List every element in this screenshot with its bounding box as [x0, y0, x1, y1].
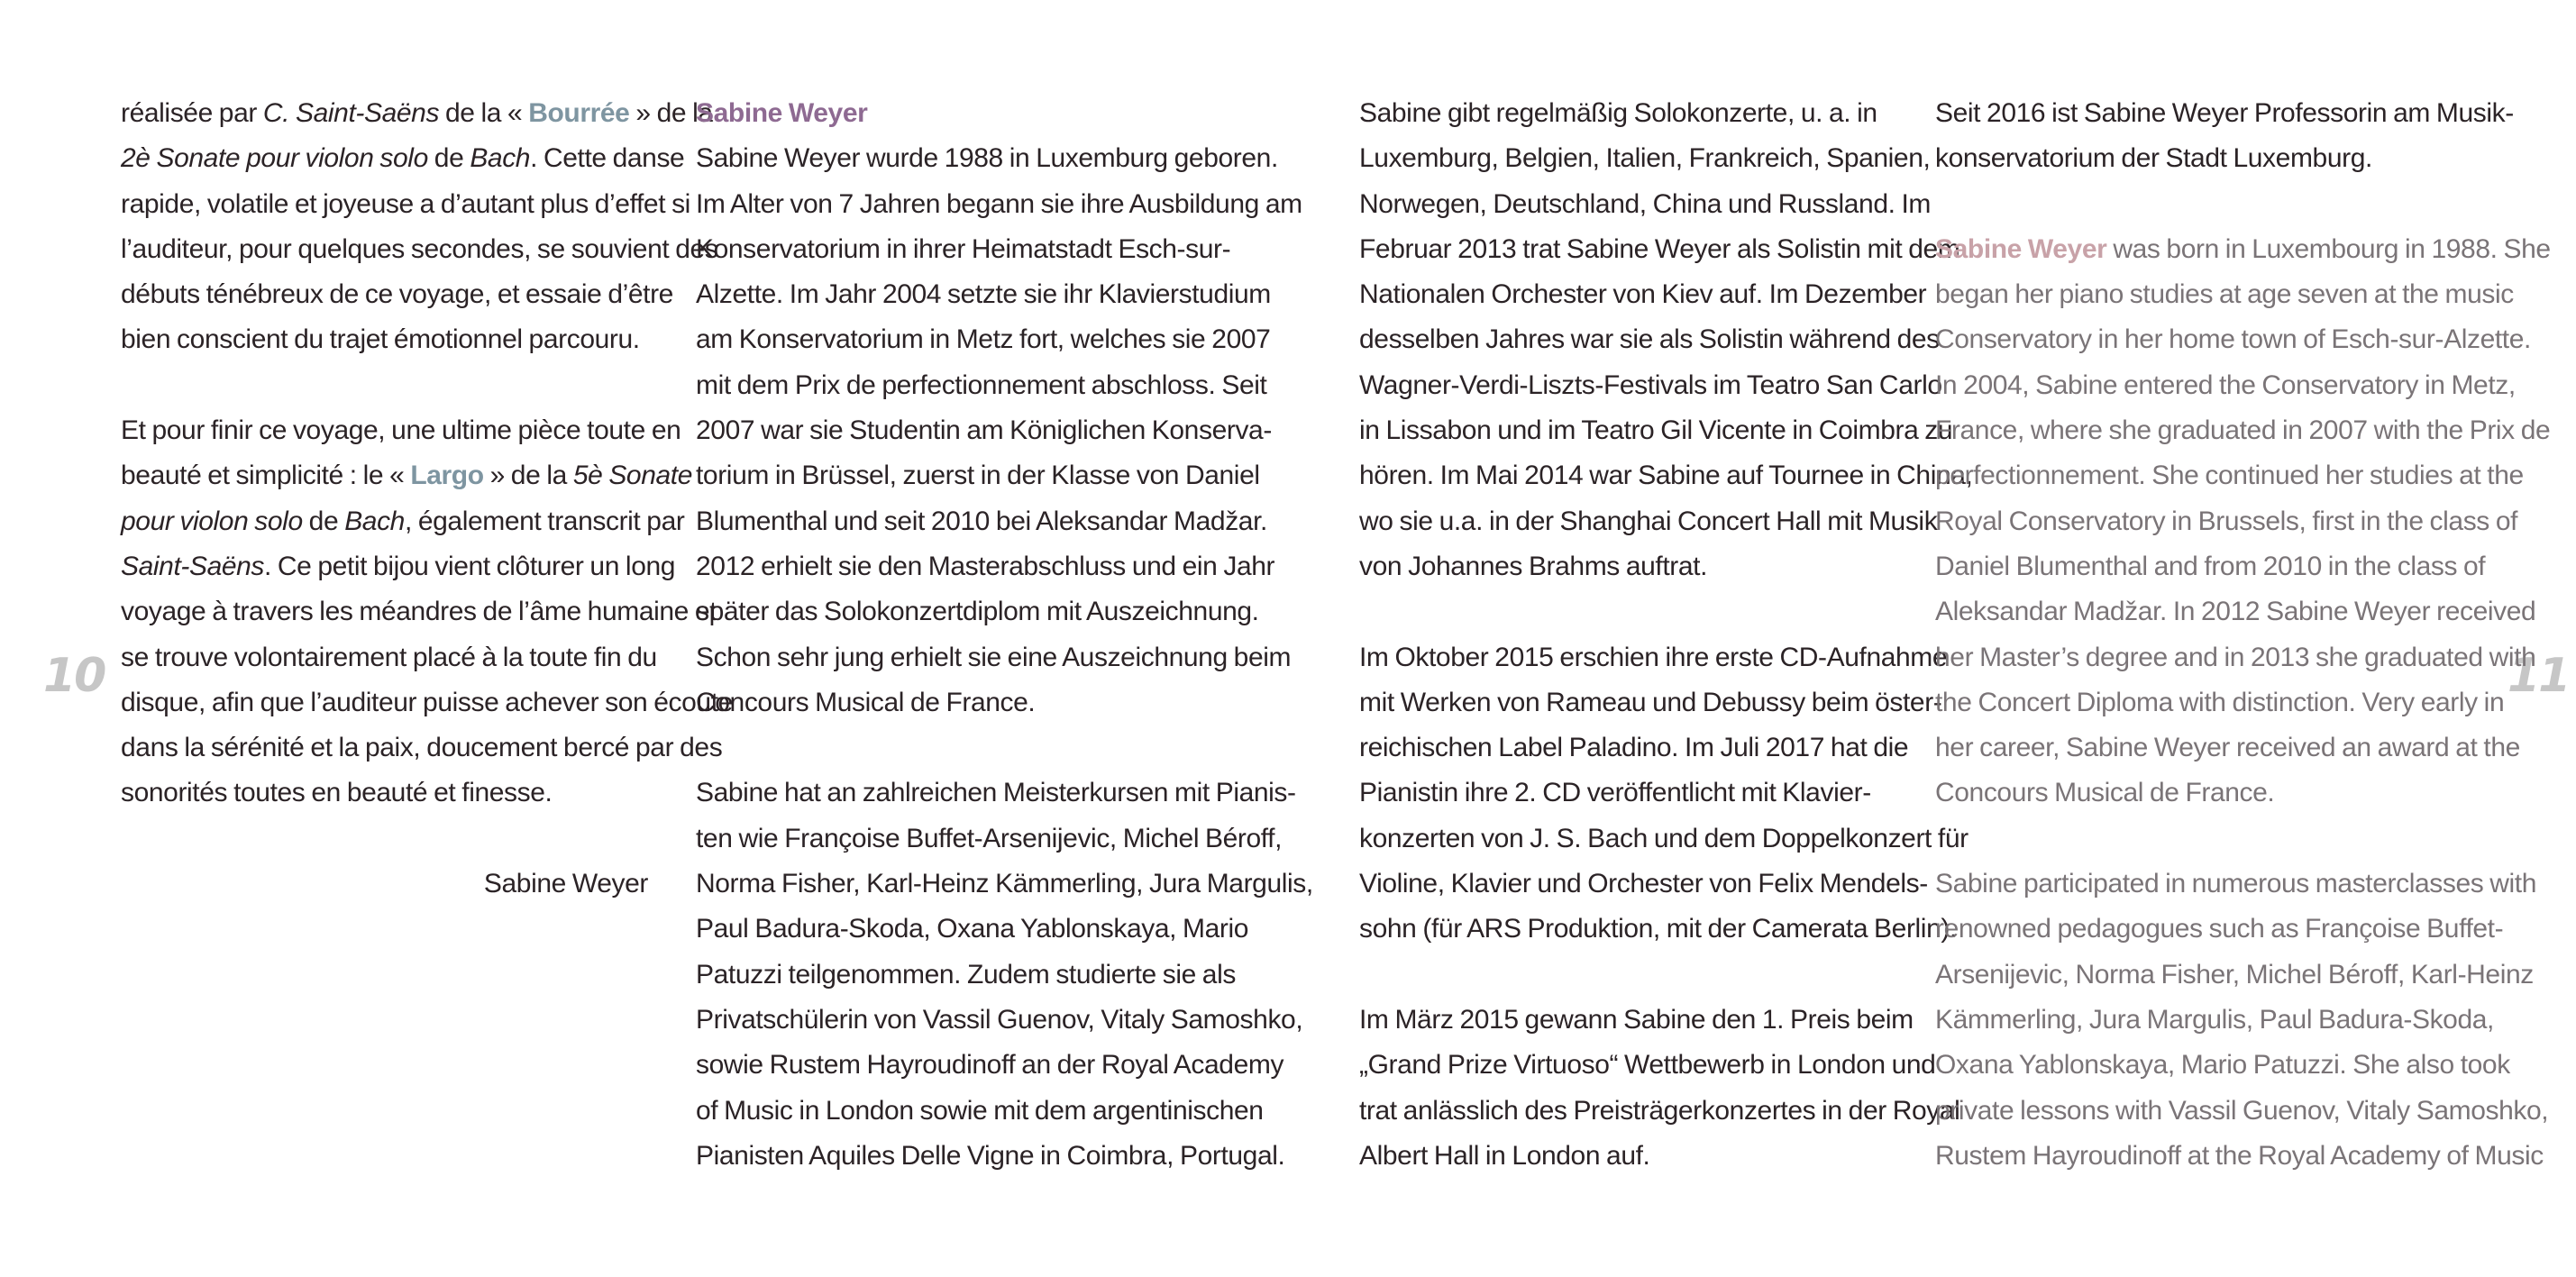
piece-title-bourree: Bourrée — [528, 98, 630, 128]
paragraph-largo — [121, 408, 733, 816]
text-line: Seit 2016 ist Sabine Weyer Professorin am Musik- — [1935, 98, 2514, 128]
text-span: réalisée par — [121, 98, 263, 128]
text-line: 2007 war sie Studentin am Königlichen Konserva- — [696, 415, 1272, 446]
text-line: Sabine gibt regelmäßig Solokonzerte, u. a. in — [1359, 98, 1877, 128]
text-line: mit Werken von Rameau und Debussy beim öster- — [1359, 687, 1942, 717]
text-line: 2012 erhielt sie den Masterabschluss und ein Jahr — [696, 551, 1275, 581]
text-line: her Master’s degree and in 2013 she graduated with — [1935, 642, 2536, 672]
text-line — [1935, 227, 2551, 272]
column-french-text — [121, 91, 733, 907]
text-line: trat anlässlich des Preisträgerkonzertes in der Royal — [1359, 1095, 1960, 1126]
text-span: beauté et simplicité : le « — [121, 461, 411, 491]
text-span: de — [302, 506, 345, 536]
bio-name-english: Sabine Weyer — [1935, 233, 2107, 264]
work-title: 5è Sonate — [572, 461, 692, 491]
text-line: se trouve volontairement placé à la toute fin du — [121, 642, 657, 672]
text-line: rapide, volatile et joyeuse a d’autant plus d’effet si — [121, 188, 690, 219]
paragraph-gap — [1359, 589, 1900, 634]
text-line: Privatschülerin von Vassil Guenov, Vitaly Samoshko, — [696, 1004, 1303, 1035]
text-line: l’auditeur, pour quelques secondes, se souvient des — [121, 233, 718, 264]
column-german-bio — [696, 91, 1313, 1179]
text-line: débuts ténébreux de ce voyage, et essaie d’être — [121, 279, 673, 310]
text-line — [121, 499, 685, 544]
text-line: Patuzzi teilgenommen. Zudem studierte sie als — [696, 959, 1236, 990]
text-line: Sabine hat an zahlreichen Meisterkursen mit Pianis- — [696, 778, 1296, 808]
text-line: Konservatorium in ihrer Heimatstadt Esch-sur- — [696, 233, 1231, 264]
text-line: Concours Musical de France. — [1935, 778, 2275, 808]
paragraph-bourree — [121, 91, 718, 363]
text-span: de — [427, 143, 470, 174]
text-line: Conservatory in her home town of Esch-sur-Alzette. — [1935, 324, 2531, 355]
author-signature: Sabine Weyer — [483, 869, 648, 899]
text-line — [121, 544, 676, 589]
text-line: später das Solokonzertdiplom mit Auszeichnung. — [696, 597, 1259, 627]
text-line: Pianisten Aquiles Delle Vigne in Coimbra, Portugal. — [696, 1140, 1285, 1171]
text-line: Pianistin ihre 2. CD veröffentlicht mit Klavier- — [1359, 778, 1871, 808]
text-line: Albert Hall in London auf. — [1359, 1140, 1650, 1171]
paragraph-gap — [1359, 953, 1900, 998]
composer-name: Bach — [470, 143, 531, 174]
text-line: of Music in London sowie mit dem argentinischen — [696, 1095, 1264, 1126]
text-line: Alzette. Im Jahr 2004 setzte sie ihr Klavierstudium — [696, 279, 1271, 310]
text-span: » de la — [483, 461, 573, 491]
text-line: Im Oktober 2015 erschien ihre erste CD-Aufnahme — [1359, 642, 1948, 672]
text-line: Violine, Klavier und Orchester von Felix Mendels- — [1359, 869, 1928, 899]
composer-name: Saint-Saëns — [121, 551, 265, 581]
text-line: Norma Fisher, Karl-Heinz Kämmerling, Jura Margulis, — [696, 869, 1313, 899]
text-line: Schon sehr jung erhielt sie eine Auszeichnung beim — [696, 642, 1292, 672]
paragraph-concerts — [1359, 91, 1973, 589]
text-span: was born in Luxembourg in 1988. She — [2106, 233, 2551, 264]
text-span: . Ce petit bijou vient clôturer un long — [264, 551, 676, 581]
paragraph-gap — [121, 816, 662, 862]
text-line: Im März 2015 gewann Sabine den 1. Preis beim — [1359, 1004, 1914, 1035]
text-line: perfectionnement. She continued her studies at the — [1935, 461, 2524, 491]
text-span: , également transcrit par — [404, 506, 685, 536]
text-line: „Grand Prize Virtuoso“ Wettbewerb in London und — [1359, 1050, 1936, 1081]
text-line: Wagner-Verdi-Liszts-Festivals im Teatro San Carlo — [1359, 369, 1942, 400]
text-line: voyage à travers les méandres de l’âme humaine et — [121, 597, 717, 627]
text-line: France, where she graduated in 2007 with the Prix de — [1935, 415, 2551, 446]
text-line: Sabine participated in numerous masterclasses with — [1935, 869, 2537, 899]
text-line: In 2004, Sabine entered the Conservatory in Metz, — [1935, 369, 2516, 400]
text-line: wo sie u.a. in der Shanghai Concert Hall mit Musik — [1359, 506, 1938, 536]
paragraph-recordings — [1359, 635, 1969, 953]
text-span: . Cette danse — [530, 143, 685, 174]
paragraph-awards — [1359, 998, 1960, 1179]
text-line: Paul Badura-Skoda, Oxana Yablonskaya, Mario — [696, 914, 1249, 944]
bio-heading: Sabine Weyer — [696, 98, 868, 128]
text-line: desselben Jahres war sie als Solistin während des — [1359, 324, 1940, 355]
text-span: de la « — [439, 98, 529, 128]
text-line: private lessons with Vassil Guenov, Vitaly Samoshko, — [1935, 1095, 2549, 1126]
text-line: am Konservatorium in Metz fort, welches sie 2007 — [696, 324, 1271, 355]
text-line: Daniel Blumenthal and from 2010 in the class of — [1935, 551, 2486, 581]
text-span: » de la — [629, 98, 713, 128]
text-line: in Lissabon und im Teatro Gil Vicente in Coimbra zu — [1359, 415, 1953, 446]
page-number-left: 10 — [43, 649, 105, 703]
text-line: disque, afin que l’auditeur puisse achever son écoute — [121, 687, 733, 717]
page-number-right: 11 — [2507, 649, 2570, 703]
text-line: Arsenijevic, Norma Fisher, Michel Béroff, Karl-Heinz — [1935, 959, 2534, 990]
paragraph-masterclasses — [696, 771, 1313, 1179]
paragraph-gap — [1935, 182, 2512, 227]
text-line: Blumenthal und seit 2010 bei Aleksandar Madžar. — [696, 506, 1267, 536]
text-line: renowned pedagogues such as Françoise Buffet- — [1935, 914, 2504, 944]
text-line: Oxana Yablonskaya, Mario Patuzzi. She also took — [1935, 1050, 2510, 1081]
paragraph-gap — [1935, 816, 2512, 862]
text-line: hören. Im Mai 2014 war Sabine auf Tournee in China, — [1359, 461, 1973, 491]
text-line: konzerten von J. S. Bach und dem Doppelkonzert für — [1359, 823, 1969, 853]
work-title: 2è Sonate pour violon solo — [121, 143, 428, 174]
text-line: reichischen Label Paladino. Im Juli 2017 hat die — [1359, 733, 1909, 763]
text-line: began her piano studies at age seven at the music — [1935, 279, 2514, 310]
text-line: torium in Brüssel, zuerst in der Klasse von Daniel — [696, 461, 1260, 491]
text-line — [121, 91, 713, 136]
text-line: Nationalen Orchester von Kiev auf. Im Dezember — [1359, 279, 1927, 310]
text-line: sonorités toutes en beauté et finesse. — [121, 778, 553, 808]
text-line: Norwegen, Deutschland, China und Russland. Im — [1359, 188, 1932, 219]
composer-name: Bach — [344, 506, 405, 536]
text-line: the Concert Diploma with distinction. Very early in — [1935, 687, 2505, 717]
text-line: ten wie Françoise Buffet-Arsenijevic, Michel Béroff, — [696, 823, 1283, 853]
paragraph-gap — [696, 725, 1237, 771]
text-line: Februar 2013 trat Sabine Weyer als Solistin mit dem — [1359, 233, 1960, 264]
column-german-concerts — [1359, 91, 1973, 1179]
work-title: pour violon solo — [121, 506, 303, 536]
text-line: Luxemburg, Belgien, Italien, Frankreich, Spanien, — [1359, 143, 1931, 174]
text-line: her career, Sabine Weyer received an award at the — [1935, 733, 2520, 763]
text-line: Royal Conservatory in Brussels, first in the class of — [1935, 506, 2518, 536]
text-line: von Johannes Brahms auftrat. — [1359, 551, 1708, 581]
text-line: Et pour finir ce voyage, une ultime pièce toute en — [121, 415, 681, 446]
text-line: Concours Musical de France. — [696, 687, 1036, 717]
text-line: dans la sérénité et la paix, doucement bercé par des — [121, 733, 723, 763]
paragraph-education — [696, 136, 1302, 725]
text-line: Aleksandar Madžar. In 2012 Sabine Weyer received — [1935, 597, 2536, 627]
composer-name: C. Saint-Saëns — [262, 98, 440, 128]
text-line: Im Alter von 7 Jahren begann sie ihre Ausbildung am — [696, 188, 1302, 219]
text-line — [121, 453, 692, 498]
text-line: bien conscient du trajet émotionnel parcouru. — [121, 324, 640, 355]
text-line: mit dem Prix de perfectionnement abschloss. Seit — [696, 369, 1267, 400]
text-line: sowie Rustem Hayroudinoff an der Royal Academy — [696, 1050, 1284, 1081]
paragraph-gap — [121, 363, 662, 408]
piece-title-largo: Largo — [410, 461, 484, 491]
paragraph-professorship — [1935, 91, 2512, 182]
text-line: Sabine Weyer wurde 1988 in Luxemburg geboren. — [696, 143, 1278, 174]
text-line: konservatorium der Stadt Luxemburg. — [1935, 143, 2372, 174]
paragraph-english-masterclasses — [1935, 862, 2549, 1179]
text-line: Rustem Hayroudinoff at the Royal Academy of Music — [1935, 1140, 2544, 1171]
text-line — [121, 136, 685, 181]
text-line: sohn (für ARS Produktion, mit der Camerata Berlin). — [1359, 914, 1957, 944]
text-line: Kämmerling, Jura Margulis, Paul Badura-Skoda, — [1935, 1004, 2494, 1035]
